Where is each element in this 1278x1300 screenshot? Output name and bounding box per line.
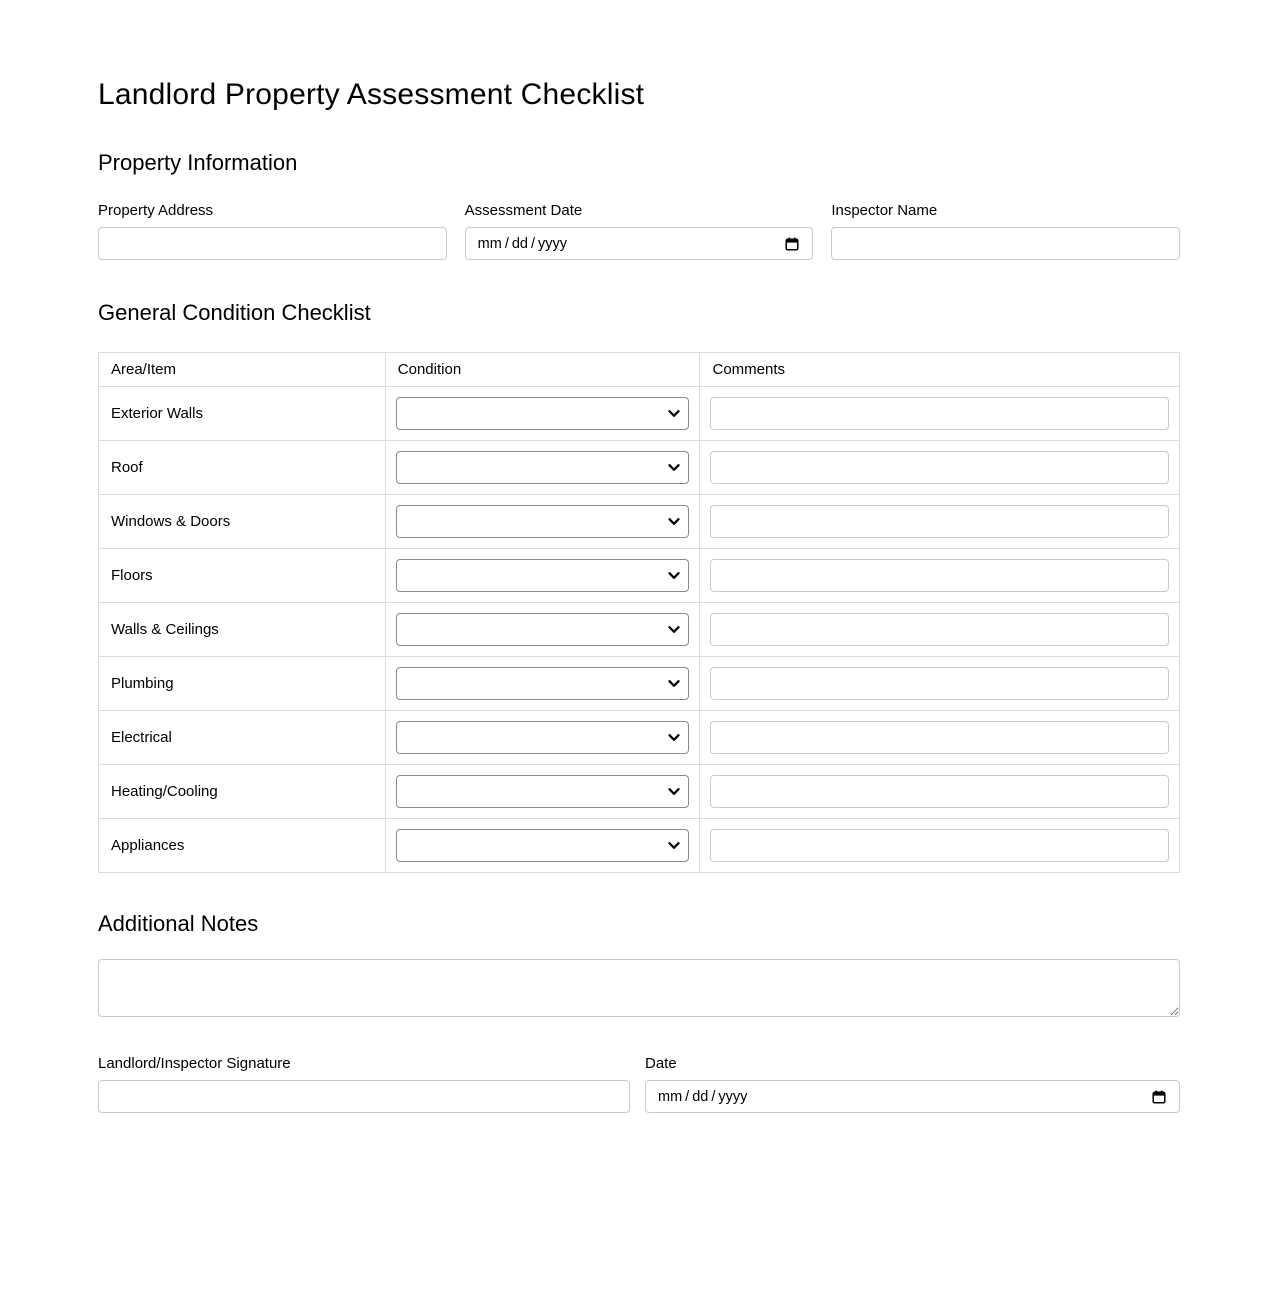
- date-year-segment[interactable]: yyyy: [538, 235, 568, 252]
- row-label: Appliances: [111, 837, 185, 854]
- form-container: [98, 0, 1180, 1113]
- comment-input[interactable]: [710, 829, 1169, 862]
- row-label: Electrical: [111, 729, 172, 746]
- assessment-date-input[interactable]: [465, 227, 814, 260]
- table-row: [99, 657, 1180, 711]
- section-heading-checklist: General Condition Checklist: [98, 300, 371, 325]
- table-row: [99, 549, 1180, 603]
- table-row: [99, 441, 1180, 495]
- condition-select[interactable]: [396, 505, 690, 538]
- condition-select-wrap: [396, 667, 690, 700]
- condition-select[interactable]: [396, 829, 690, 862]
- condition-select-wrap: [396, 451, 690, 484]
- row-label: Exterior Walls: [111, 405, 203, 422]
- comment-input[interactable]: [710, 667, 1169, 700]
- inspector-name-field: [831, 202, 1180, 260]
- row-label: Floors: [111, 567, 153, 584]
- footer-date-label: Date: [645, 1055, 677, 1072]
- date-separator: /: [711, 1088, 716, 1105]
- condition-select[interactable]: [396, 667, 690, 700]
- signature-field: [98, 1055, 630, 1113]
- date-separator: /: [685, 1088, 690, 1105]
- signature-label: Landlord/Inspector Signature: [98, 1055, 291, 1072]
- condition-select-wrap: [396, 505, 690, 538]
- condition-select-wrap: [396, 559, 690, 592]
- footer-date-field: [645, 1055, 1180, 1113]
- comment-input[interactable]: [710, 559, 1169, 592]
- additional-notes-textarea[interactable]: [98, 959, 1180, 1017]
- checklist-header-row: [99, 353, 1180, 387]
- condition-select[interactable]: [396, 397, 690, 430]
- row-label: Walls & Ceilings: [111, 621, 219, 638]
- table-row: [99, 765, 1180, 819]
- inspector-name-label: Inspector Name: [831, 202, 938, 219]
- calendar-icon[interactable]: [1151, 1089, 1167, 1105]
- property-info-fields: [98, 202, 1180, 260]
- condition-select-wrap: [396, 775, 690, 808]
- condition-select[interactable]: [396, 451, 690, 484]
- row-label: Plumbing: [111, 675, 174, 692]
- date-day-segment[interactable]: dd: [511, 235, 528, 252]
- comment-input[interactable]: [710, 721, 1169, 754]
- assessment-date-field: [465, 202, 814, 260]
- footer-date-input[interactable]: [645, 1080, 1180, 1113]
- condition-select-wrap: [396, 829, 690, 862]
- condition-select[interactable]: [396, 775, 690, 808]
- comment-input[interactable]: [710, 505, 1169, 538]
- property-address-input[interactable]: [98, 227, 447, 260]
- comment-input[interactable]: [710, 613, 1169, 646]
- condition-select-wrap: [396, 397, 690, 430]
- checklist-table: [98, 352, 1180, 873]
- column-header-comments: Comments: [700, 353, 1180, 387]
- row-label: Roof: [111, 459, 143, 476]
- inspector-name-input[interactable]: [831, 227, 1180, 260]
- property-address-label: Property Address: [98, 202, 214, 219]
- table-row: [99, 603, 1180, 657]
- signature-input[interactable]: [98, 1080, 630, 1113]
- checklist-body: [99, 387, 1180, 873]
- date-separator: /: [504, 235, 509, 252]
- date-day-segment[interactable]: dd: [692, 1088, 709, 1105]
- date-month-segment[interactable]: mm: [658, 1088, 683, 1105]
- property-address-field: [98, 202, 447, 260]
- section-heading-notes: Additional Notes: [98, 911, 259, 936]
- row-label: Windows & Doors: [111, 513, 231, 530]
- table-row: [99, 819, 1180, 873]
- table-row: [99, 387, 1180, 441]
- comment-input[interactable]: [710, 397, 1169, 430]
- comment-input[interactable]: [710, 451, 1169, 484]
- assessment-date-label: Assessment Date: [464, 202, 583, 219]
- date-year-segment[interactable]: yyyy: [718, 1088, 748, 1105]
- condition-select-wrap: [396, 613, 690, 646]
- table-row: [99, 711, 1180, 765]
- calendar-icon[interactable]: [784, 236, 800, 252]
- column-header-area-item: Area/Item: [99, 353, 386, 387]
- date-separator: /: [531, 235, 536, 252]
- footer-fields: [98, 1055, 1180, 1113]
- date-month-segment[interactable]: mm: [477, 235, 502, 252]
- column-header-condition: Condition: [385, 353, 700, 387]
- condition-select[interactable]: [396, 721, 690, 754]
- table-row: [99, 495, 1180, 549]
- section-heading-property-info: Property Information: [98, 150, 298, 175]
- condition-select[interactable]: [396, 613, 690, 646]
- comment-input[interactable]: [710, 775, 1169, 808]
- page-title: Landlord Property Assessment Checklist: [98, 78, 645, 111]
- row-label: Heating/Cooling: [111, 783, 218, 800]
- condition-select[interactable]: [396, 559, 690, 592]
- condition-select-wrap: [396, 721, 690, 754]
